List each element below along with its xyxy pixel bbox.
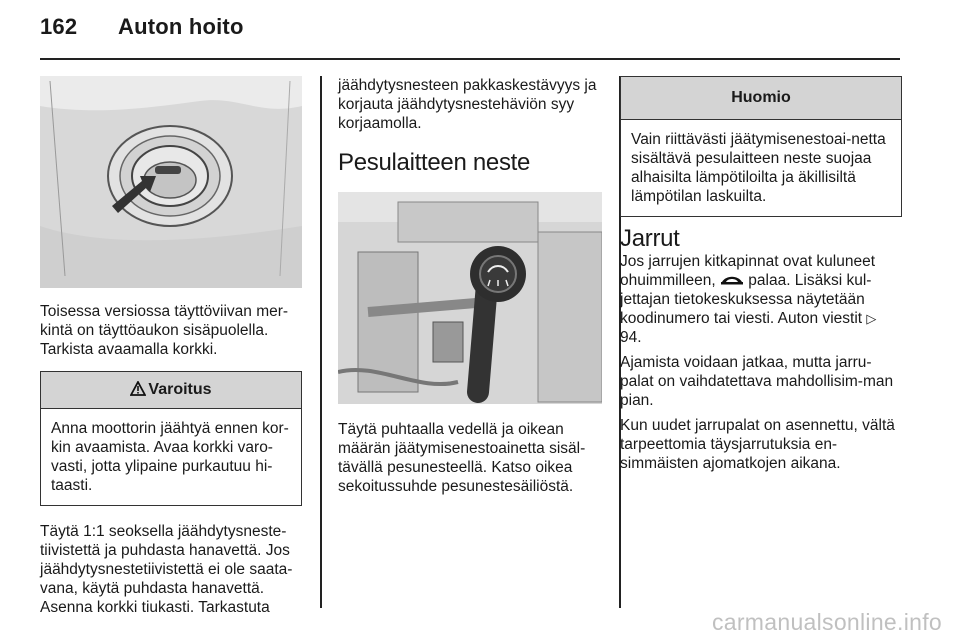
paragraph: Ajamista voidaan jatkaa, mutta jarru-palat on vaihdatettava mahdollisim-man pian. bbox=[620, 354, 894, 409]
text-span: palaa. Lisäksi kul-jettajan tietokeskuksessa näytetään koodinumero tai viesti. Auton viestit bbox=[620, 272, 872, 327]
paragraph: jäähdytysnesteen pakkaskestävyys ja korjauta jäähdytysnestehäviön syy korjaamolla. bbox=[338, 77, 597, 132]
warning-box bbox=[40, 371, 302, 506]
column-middle bbox=[338, 76, 602, 496]
page-reference: 94. bbox=[620, 329, 642, 346]
warning-header bbox=[41, 372, 301, 409]
section-heading: Jarrut bbox=[620, 225, 680, 252]
warning-body: Anna moottorin jäähtyä ennen kor-kin avaamista. Avaa korkki varo-vasti, jotta ylipaine purkautuu hi-taasti. bbox=[51, 420, 289, 494]
header-rule bbox=[40, 58, 900, 60]
warning-triangle-icon bbox=[130, 381, 146, 396]
page-reference-icon: ▷ bbox=[866, 311, 877, 326]
page-title: Auton hoito bbox=[118, 14, 244, 39]
note-header: Huomio bbox=[621, 77, 901, 120]
note-body: Vain riittävästi jäätymisenestoai-netta sisältävä pesulaitteen neste suojaa alhaisilta lämpötiloilta ja äkillisiltä lämpötilan laskuilta. bbox=[631, 131, 886, 205]
warning-title: Varoitus bbox=[148, 381, 212, 398]
brake-pad-wear-icon bbox=[720, 274, 744, 286]
section-heading: Pesulaitteen neste bbox=[338, 149, 531, 176]
column-left bbox=[40, 76, 302, 617]
column-right bbox=[620, 76, 902, 473]
paragraph: Kun uudet jarrupalat on asennettu, vältä tarpeettomia täysjarrutuksia en-simmäisten ajomatkojen aikana. bbox=[620, 417, 895, 472]
column-separator bbox=[320, 76, 322, 608]
paragraph: Täytä puhtaalla vedellä ja oikean määrän jäätymisenestoainetta sisäl-tävällä pesunesteellä. Katso oikea sekoitussuhde pesunestesäiliöstä. bbox=[338, 421, 586, 495]
note-box bbox=[620, 76, 902, 217]
watermark: carmanualsonline.info bbox=[711, 609, 942, 635]
washer-fluid-figure bbox=[338, 192, 602, 404]
coolant-reservoir-figure bbox=[40, 76, 302, 288]
page-header bbox=[40, 14, 244, 40]
paragraph bbox=[620, 252, 902, 347]
page-number: 162 bbox=[40, 14, 78, 39]
text-span: Jos jarrujen kitkapinnat ovat kuluneet ohuimmilleen, bbox=[620, 253, 876, 289]
paragraph: Täytä 1:1 seoksella jäähdytysneste-tiivistettä ja puhdasta hanavettä. Jos jäähdytysnestetiivistettä ei ole saata-vana, käytä puhdasta hanavettä. Asenna korkki tiukasti. Tarkastuta bbox=[40, 523, 293, 616]
paragraph: Toisessa versiossa täyttöviivan mer-kintä on täyttöaukon sisäpuolella. Tarkista avaamalla korkki. bbox=[40, 303, 289, 358]
